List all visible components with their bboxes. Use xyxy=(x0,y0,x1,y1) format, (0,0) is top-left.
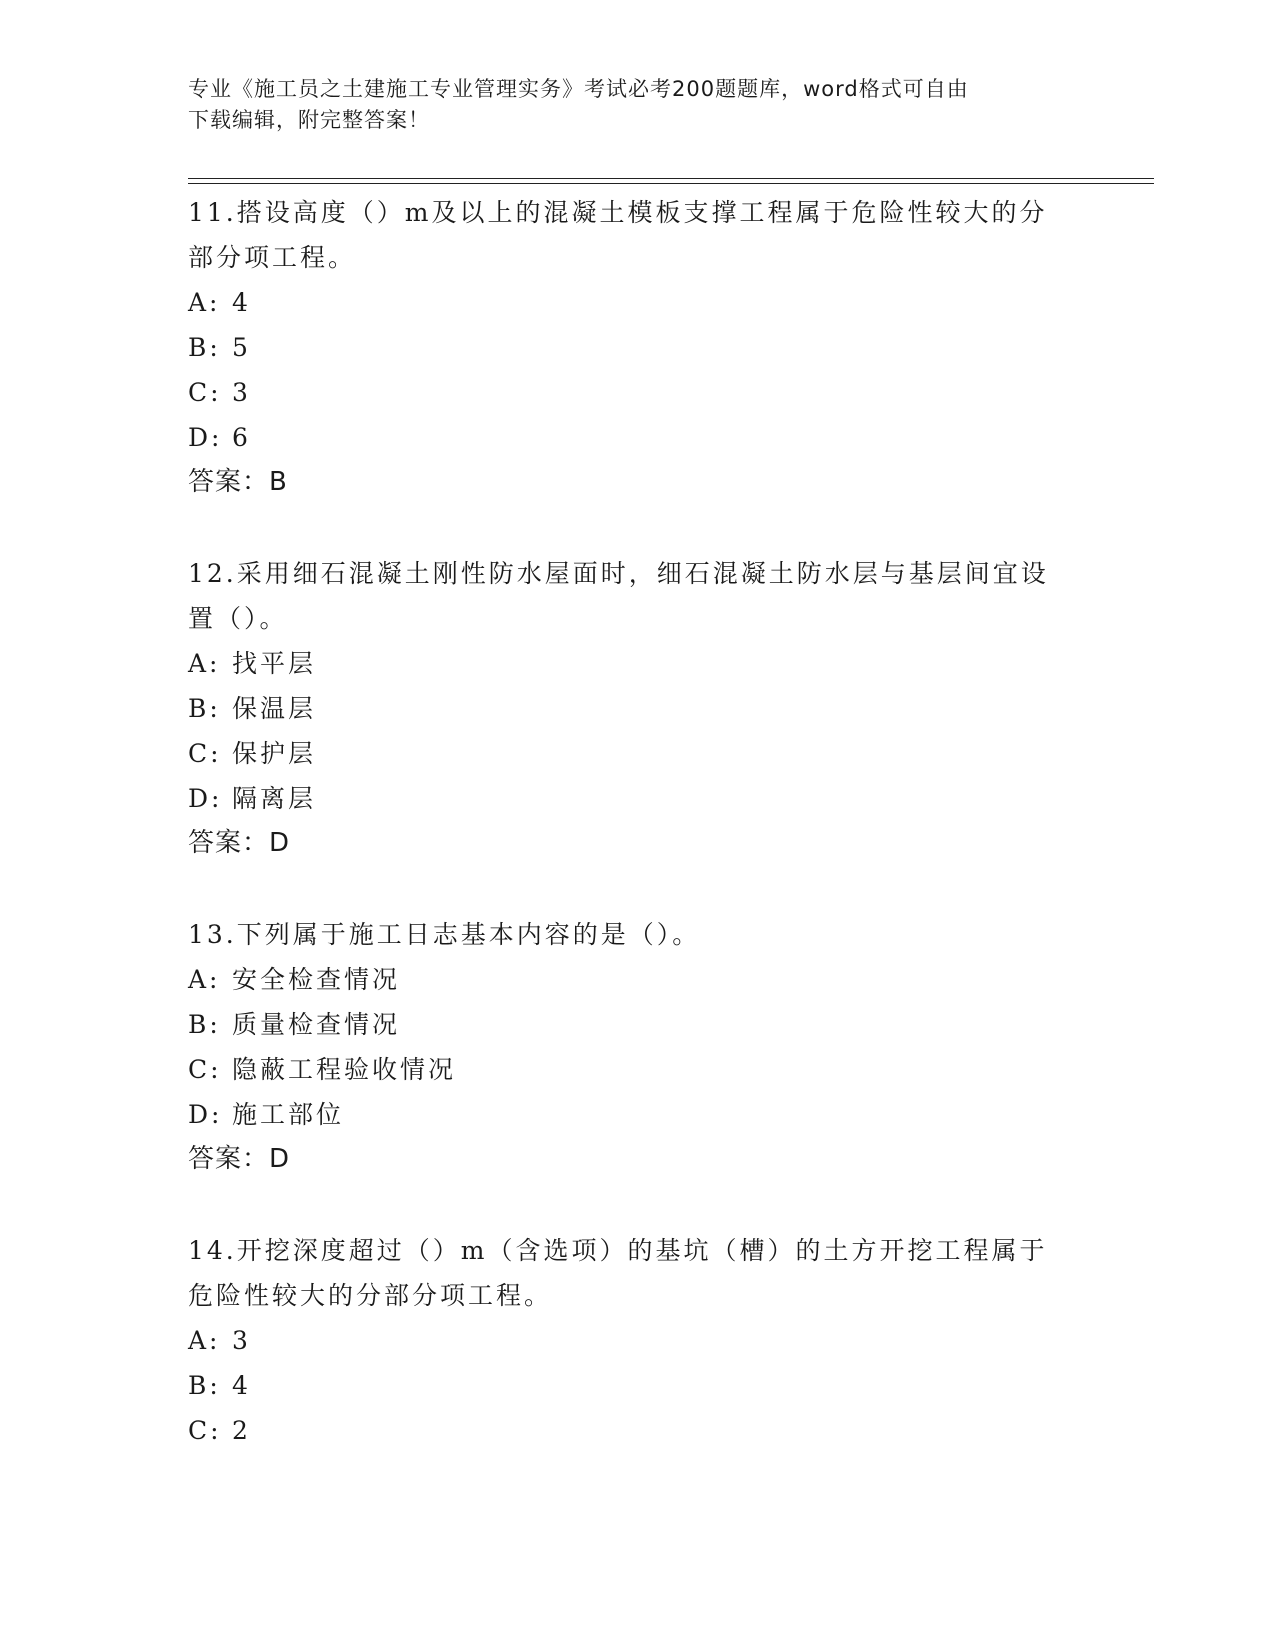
option-letter: B: xyxy=(188,1010,221,1039)
option-letter: B: xyxy=(188,1371,221,1400)
option-letter: B: xyxy=(188,333,221,362)
option-letter: C: xyxy=(188,739,222,768)
option-b xyxy=(188,325,1088,370)
header-line-2: 下载编辑，附完整答案！ xyxy=(188,108,430,132)
option-text: 2 xyxy=(232,1416,251,1445)
option-c xyxy=(188,1047,1088,1092)
option-letter: A: xyxy=(188,1326,221,1355)
question-text: 12.采用细石混凝土刚性防水屋面时，细石混凝土防水层与基层间宜设置（）。 xyxy=(188,559,1049,633)
option-letter: B: xyxy=(188,694,221,723)
option-text: 施工部位 xyxy=(232,1100,345,1129)
question-11 xyxy=(188,190,1088,505)
option-text: 隐蔽工程验收情况 xyxy=(232,1055,457,1084)
option-text: 3 xyxy=(232,378,251,407)
option-letter: C: xyxy=(188,1416,222,1445)
option-text: 隔离层 xyxy=(232,784,317,813)
option-d xyxy=(188,1092,1088,1137)
option-text: 找平层 xyxy=(232,649,317,678)
question-text: 11.搭设高度（）m及以上的混凝土模板支撑工程属于危险性较大的分部分项工程。 xyxy=(188,198,1048,272)
option-a xyxy=(188,280,1088,325)
question-12 xyxy=(188,551,1088,866)
header-divider-bottom xyxy=(188,183,1154,184)
option-text: 4 xyxy=(232,288,251,317)
option-text: 3 xyxy=(232,1326,251,1355)
option-c xyxy=(188,731,1088,776)
option-b xyxy=(188,686,1088,731)
document-header xyxy=(188,74,1088,136)
option-text: 质量检查情况 xyxy=(232,1010,401,1039)
option-text: 保温层 xyxy=(232,694,317,723)
answer-text: 答案：D xyxy=(188,828,291,858)
option-d xyxy=(188,776,1088,821)
option-text: 5 xyxy=(232,333,251,362)
option-a xyxy=(188,957,1088,1002)
option-letter: A: xyxy=(188,288,221,317)
option-letter: D: xyxy=(188,423,223,452)
answer-text: 答案：D xyxy=(188,1144,291,1174)
option-b xyxy=(188,1363,1088,1408)
option-b xyxy=(188,1002,1088,1047)
option-c xyxy=(188,1408,1088,1453)
question-list xyxy=(188,190,1088,1499)
question-text: 14.开挖深度超过（）m（含选项）的基坑（槽）的土方开挖工程属于危险性较大的分部分项工程。 xyxy=(188,1236,1048,1310)
option-letter: C: xyxy=(188,378,222,407)
question-13 xyxy=(188,912,1088,1182)
option-text: 安全检查情况 xyxy=(232,965,401,994)
option-c xyxy=(188,370,1088,415)
option-letter: A: xyxy=(188,649,221,678)
option-a xyxy=(188,1318,1088,1363)
option-text: 保护层 xyxy=(232,739,317,768)
answer-text: 答案：B xyxy=(188,467,288,497)
option-letter: C: xyxy=(188,1055,222,1084)
question-text: 13.下列属于施工日志基本内容的是（）。 xyxy=(188,920,701,949)
option-d xyxy=(188,415,1088,460)
option-letter: D: xyxy=(188,784,223,813)
option-text: 6 xyxy=(232,423,251,452)
header-line-1: 专业《施工员之土建施工专业管理实务》考试必考200题题库，word格式可自由 xyxy=(188,77,969,101)
header-divider-top xyxy=(188,178,1154,179)
option-letter: A: xyxy=(188,965,221,994)
question-14 xyxy=(188,1228,1088,1453)
option-text: 4 xyxy=(232,1371,251,1400)
option-letter: D: xyxy=(188,1100,223,1129)
option-a xyxy=(188,641,1088,686)
